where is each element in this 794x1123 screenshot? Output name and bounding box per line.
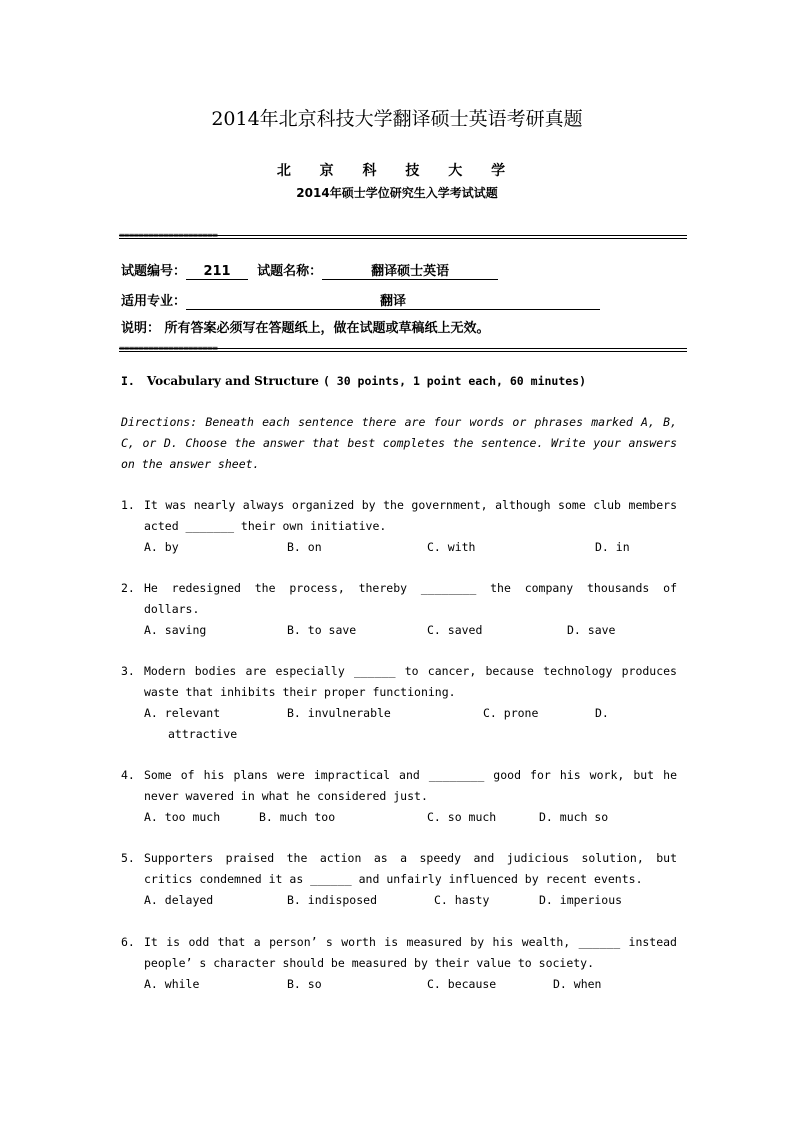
question-number: 5. [121, 851, 135, 865]
option-a: A. by [144, 540, 179, 554]
major-row [121, 290, 600, 310]
question-stem [121, 578, 677, 620]
exam-code-label: 试题编号： [121, 264, 187, 279]
question [121, 932, 677, 995]
question-number: 4. [121, 768, 135, 782]
section-heading [121, 372, 586, 390]
question-number: 1. [121, 498, 135, 512]
separator-text: ==================== [119, 231, 218, 241]
option-d-text: attractive [168, 727, 238, 741]
question-options [121, 807, 677, 828]
question-options [121, 537, 677, 558]
question-number: 3. [121, 664, 135, 678]
question-stem [121, 848, 677, 890]
question [121, 495, 677, 558]
section-number: I. [121, 374, 135, 388]
option-d: D. save [567, 623, 616, 637]
option-b: B. so [287, 977, 322, 991]
separator-bottom: ==================== [119, 348, 687, 356]
option-b: B. much too [259, 810, 336, 824]
question [121, 765, 677, 828]
question-stem [121, 765, 677, 807]
option-d: D. [595, 706, 609, 720]
option-c: C. hasty [434, 893, 490, 907]
option-a: A. saving [144, 623, 207, 637]
document-title: 2014年北京科技大学翻译硕士英语考研真题 [211, 108, 583, 130]
question-stem [121, 495, 677, 537]
option-b: B. invulnerable [287, 706, 391, 720]
separator-top [119, 231, 687, 243]
question-number: 6. [121, 935, 135, 949]
question-text: Supporters praised the action as a speedy and judicious solution, but critics condemned it as ______ and unfairly influenced by recent events. [144, 851, 677, 886]
option-a: A. while [144, 977, 200, 991]
section-points: ( 30 points, 1 point each, 60 minutes) [322, 374, 587, 388]
section-directions: Directions: Beneath each sentence there are four words or phrases marked A, B, C, or D. Choose the answer that best completes the sentence. Write your answers on the answer sheet. [121, 415, 677, 471]
question-options [121, 703, 677, 745]
section-title: Vocabulary and Structure [146, 374, 319, 388]
option-c: C. because [427, 977, 497, 991]
exam-name-label: 试题名称： [257, 264, 323, 279]
major-value: 翻译 [186, 290, 600, 310]
question-text: Some of his plans were impractical and ________ good for his work, but he never wavered in what he considered just. [144, 768, 677, 803]
option-b: B. to save [287, 623, 357, 637]
option-a: A. relevant [144, 706, 221, 720]
exam-name-value: 翻译硕士英语 [322, 260, 498, 280]
option-c: C. with [427, 540, 476, 554]
option-a: A. too much [144, 810, 221, 824]
option-d: D. when [553, 977, 602, 991]
question-options [121, 890, 677, 911]
option-c: C. so much [427, 810, 497, 824]
option-c: C. saved [427, 623, 483, 637]
option-d: D. in [595, 540, 630, 554]
question [121, 578, 677, 641]
question-stem [121, 932, 677, 974]
major-label: 适用专业： [121, 294, 187, 309]
question-number: 2. [121, 581, 135, 595]
question-text: Modern bodies are especially ______ to cancer, because technology produces waste that inhibits their proper functioning. [144, 664, 677, 699]
exam-note: 说明： 所有答案必须写在答题纸上，做在试题或草稿纸上无效。 [121, 321, 490, 336]
question-stem [121, 661, 677, 703]
option-c: C. prone [483, 706, 539, 720]
exam-code-value: 211 [186, 264, 248, 280]
question-text: It is odd that a person’ s worth is measured by his wealth, ______ instead people’ s character should be measured by their value to society. [144, 935, 677, 970]
question-options [121, 974, 677, 995]
option-b: B. on [287, 540, 322, 554]
question [121, 848, 677, 911]
university-name: 北 京 科 技 大 学 [276, 163, 518, 179]
question [121, 661, 677, 745]
question-text: It was nearly always organized by the government, although some club members acted _______ their own initiative. [144, 498, 677, 533]
option-d: D. imperious [539, 893, 623, 907]
option-d: D. much so [539, 810, 609, 824]
question-options [121, 620, 677, 641]
question-text: He redesigned the process, thereby ________ the company thousands of dollars. [144, 581, 677, 616]
exam-code-row [121, 260, 498, 280]
option-b: B. indisposed [287, 893, 378, 907]
option-a: A. delayed [144, 893, 214, 907]
exam-subtitle: 2014年硕士学位研究生入学考试试题 [296, 186, 498, 200]
